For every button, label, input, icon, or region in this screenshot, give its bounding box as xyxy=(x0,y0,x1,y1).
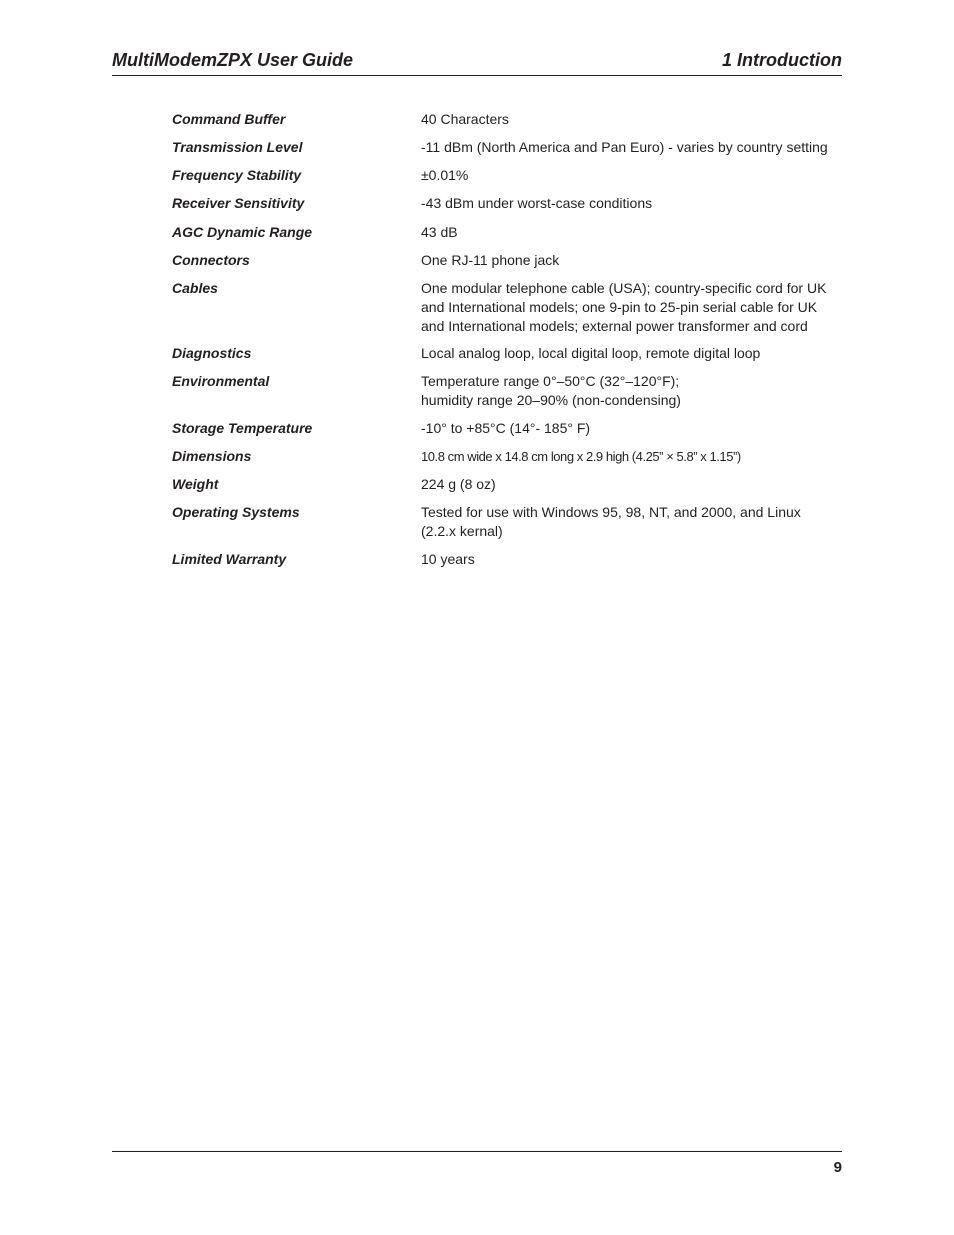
spec-value xyxy=(421,138,844,157)
spec-label: Limited Warranty xyxy=(172,551,287,567)
document-title: MultiModemZPX User Guide xyxy=(112,50,354,70)
spec-label: Frequency Stability xyxy=(172,167,302,183)
spec-value xyxy=(421,344,844,363)
spec-label: Weight xyxy=(172,476,219,492)
spec-label: Command Buffer xyxy=(172,111,286,127)
spec-value-line: -11 dBm (North America and Pan Euro) - varies by country setting xyxy=(421,139,828,155)
spec-value-line: 10 years xyxy=(421,551,475,567)
spec-value-line: 43 dB xyxy=(421,224,458,240)
page-header xyxy=(112,47,842,76)
chapter-title: 1 Introduction xyxy=(722,50,842,70)
spec-value-line: 224 g (8 oz) xyxy=(421,476,496,492)
spec-row-limited-warranty xyxy=(172,550,844,578)
spec-row-cables xyxy=(172,279,844,344)
spec-value-line: Temperature range 0°–50°C (32°–120°F); xyxy=(421,373,680,389)
spec-value-line: ±0.01% xyxy=(421,167,469,183)
spec-value-line: 40 Characters xyxy=(421,111,509,127)
spec-label: Environmental xyxy=(172,373,270,389)
spec-row-environmental xyxy=(172,372,844,419)
spec-label: AGC Dynamic Range xyxy=(172,224,313,240)
spec-row-operating-systems xyxy=(172,503,844,550)
spec-row-receiver-sensitivity xyxy=(172,194,844,223)
spec-row-storage-temperature xyxy=(172,419,844,447)
spec-value-line: One modular telephone cable (USA); country-specific cord for UK xyxy=(421,280,827,296)
spec-value-line: -43 dBm under worst-case conditions xyxy=(421,195,653,211)
spec-row-transmission-level xyxy=(172,138,844,166)
spec-row-agc-dynamic-range xyxy=(172,223,844,251)
spec-value-line: One RJ-11 phone jack xyxy=(421,252,560,268)
spec-value xyxy=(421,419,844,438)
spec-value xyxy=(421,447,844,466)
spec-value xyxy=(421,223,844,242)
spec-label: Dimensions xyxy=(172,448,252,464)
spec-row-diagnostics xyxy=(172,344,844,372)
spec-row-frequency-stability xyxy=(172,166,844,194)
spec-value-line: 10.8 cm wide x 14.8 cm long x 2.9 high (4.25” × 5.8” x 1.15”) xyxy=(421,449,741,464)
page-number: 9 xyxy=(833,1159,842,1176)
spec-value xyxy=(421,110,844,129)
spec-value-line: -10° to +85°C (14°- 185° F) xyxy=(421,420,591,436)
spec-value xyxy=(421,372,844,410)
spec-value-line: Local analog loop, local digital loop, remote digital loop xyxy=(421,345,761,361)
spec-row-weight xyxy=(172,475,844,503)
spec-value xyxy=(421,279,844,336)
spec-value-line: (2.2.x kernal) xyxy=(421,523,503,539)
spec-value xyxy=(421,550,844,569)
spec-label: Diagnostics xyxy=(172,345,252,361)
spec-label: Cables xyxy=(172,280,218,296)
spec-row-connectors xyxy=(172,251,844,279)
spec-value-line: and International models; one 9-pin to 25-pin serial cable for UK xyxy=(421,299,818,315)
spec-value xyxy=(421,251,844,270)
spec-value xyxy=(421,503,844,541)
spec-label: Storage Temperature xyxy=(172,420,313,436)
spec-value xyxy=(421,194,844,213)
page-footer xyxy=(112,1151,842,1176)
spec-label: Transmission Level xyxy=(172,139,303,155)
spec-value-line: humidity range 20–90% (non-condensing) xyxy=(421,392,681,408)
spec-value-line: and International models; external power transformer and cord xyxy=(421,318,808,334)
spec-label: Operating Systems xyxy=(172,504,300,520)
spec-row-command-buffer xyxy=(172,110,844,138)
spec-value xyxy=(421,475,844,494)
spec-label: Connectors xyxy=(172,252,250,268)
spec-value-line: Tested for use with Windows 95, 98, NT, and 2000, and Linux xyxy=(421,504,801,520)
spec-value xyxy=(421,166,844,185)
specifications-table xyxy=(172,110,844,578)
spec-label: Receiver Sensitivity xyxy=(172,195,305,211)
spec-row-dimensions xyxy=(172,447,844,475)
